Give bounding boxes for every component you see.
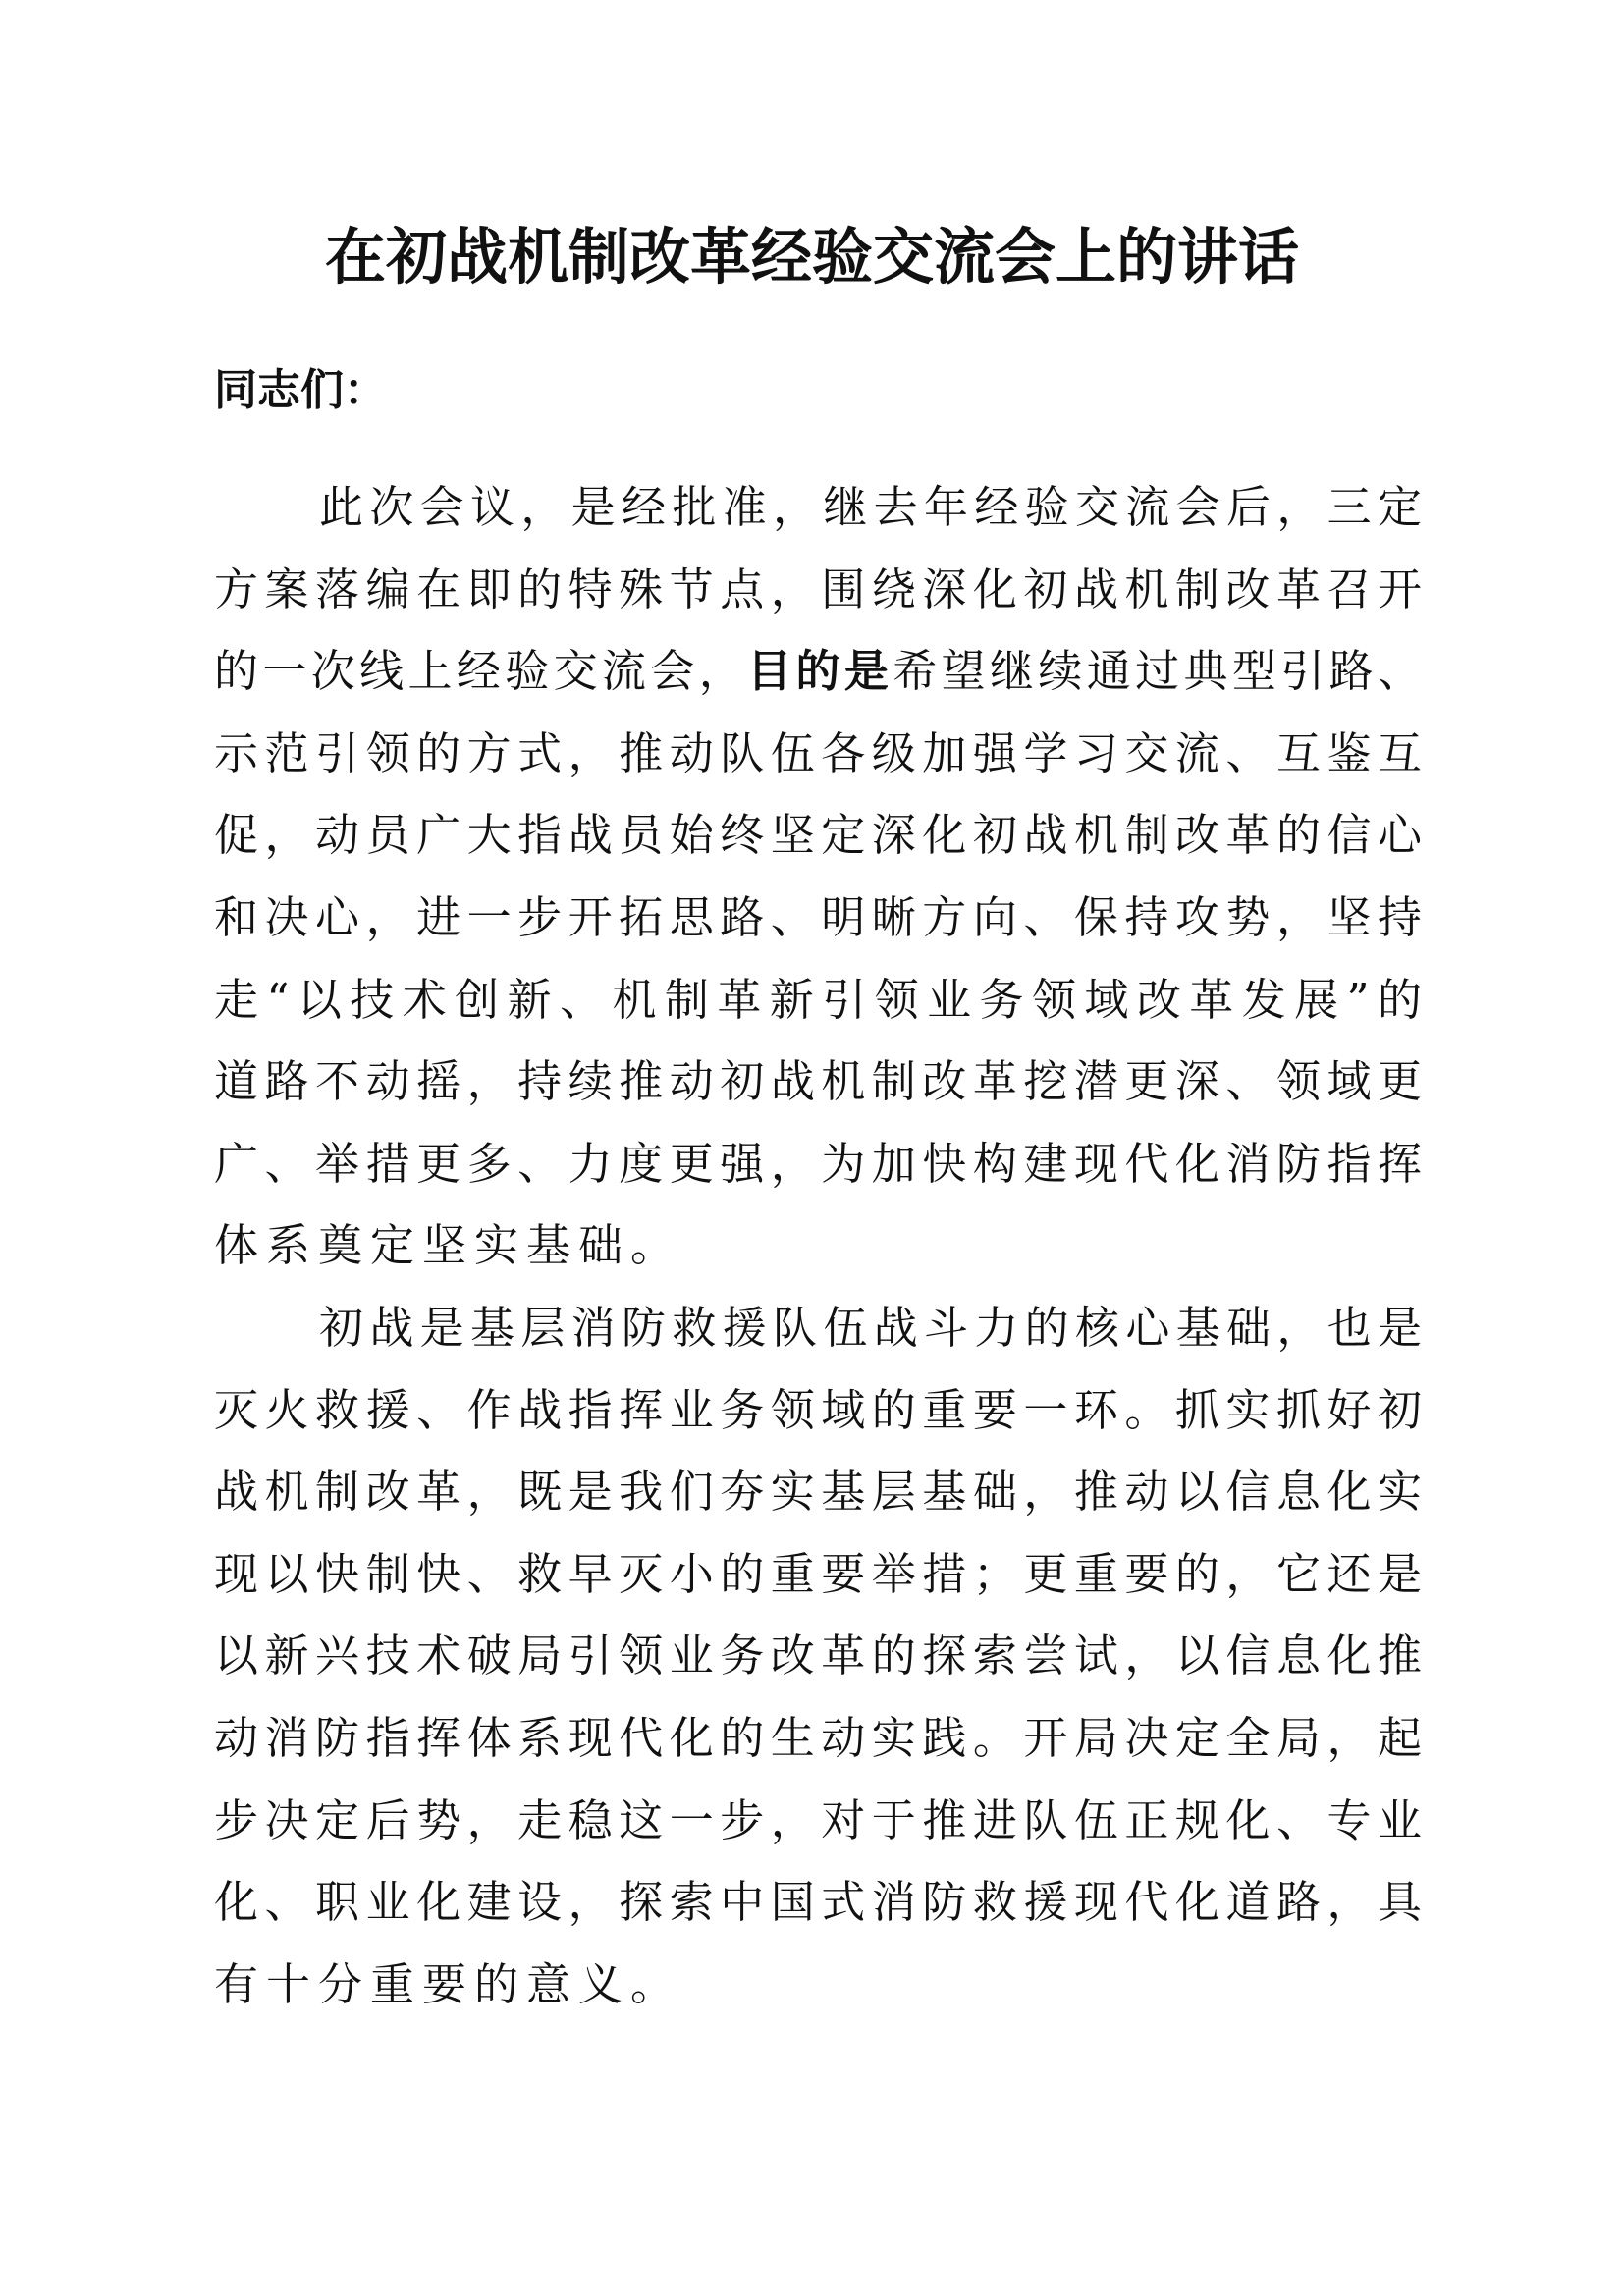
paragraph-1-line: 此次会议，是经批准，继去年经验交流会后，三定 [319,481,1422,533]
paragraph-2-line: 有十分重要的意义。 [214,1957,683,2010]
paragraph-2-line: 化、职业化建设，探索中国式消防救援现代化道路，具 [214,1876,1422,1929]
paragraph-2-line: 现以快制快、救早灭小的重要举措；更重要的，它还是 [214,1547,1422,1600]
paragraph-1-line: 体系奠定坚实基础。 [214,1219,683,1272]
greeting: 同志们： [214,365,387,415]
line-text: 的一次线上经验交流会， [214,645,748,698]
paragraph-1-line: 示范引领的方式，推动队伍各级加强学习交流、互鉴互 [214,726,1422,779]
paragraph-1-line: 促，动员广大指战员始终坚定深化初战机制改革的信心 [214,809,1422,862]
paragraph-1-line [214,630,1422,713]
document-body [214,466,1422,2025]
emphasis-text: 目的是 [747,645,893,698]
document-title: 在初战机制改革经验交流会上的讲话 [324,221,1299,293]
paragraph-2-line: 以新兴技术破局引领业务改革的探索尝试，以信息化推 [214,1629,1422,1682]
paragraph-1-line: 道路不动摇，持续推动初战机制改革挖潜更深、领域更 [214,1055,1422,1108]
paragraph-2-line: 动消防指挥体系现代化的生动实践。开局决定全局，起 [214,1711,1422,1764]
paragraph-1-line: 走“以技术创新、机制革新引领业务领域改革发展”的 [214,973,1422,1026]
paragraph-1-line: 广、举措更多、力度更强，为加快构建现代化消防指挥 [214,1137,1422,1190]
paragraph-2-line: 步决定后势，走稳这一步，对于推进队伍正规化、专业 [214,1793,1422,1846]
paragraph-1-line: 和决心，进一步开拓思路、明晰方向、保持攻势，坚持 [214,890,1422,943]
paragraph-1-line: 方案落编在即的特殊节点，围绕深化初战机制改革召开 [214,562,1422,615]
paragraph-2-line: 初战是基层消防救援队伍战斗力的核心基础，也是 [319,1301,1422,1354]
paragraph-2-line: 战机制改革，既是我们夯实基层基础，推动以信息化实 [214,1466,1422,1519]
line-text: 希望继续通过典型引路、 [893,645,1422,698]
paragraph-2-line: 灭火救援、作战指挥业务领域的重要一环。抓实抓好初 [214,1383,1422,1436]
